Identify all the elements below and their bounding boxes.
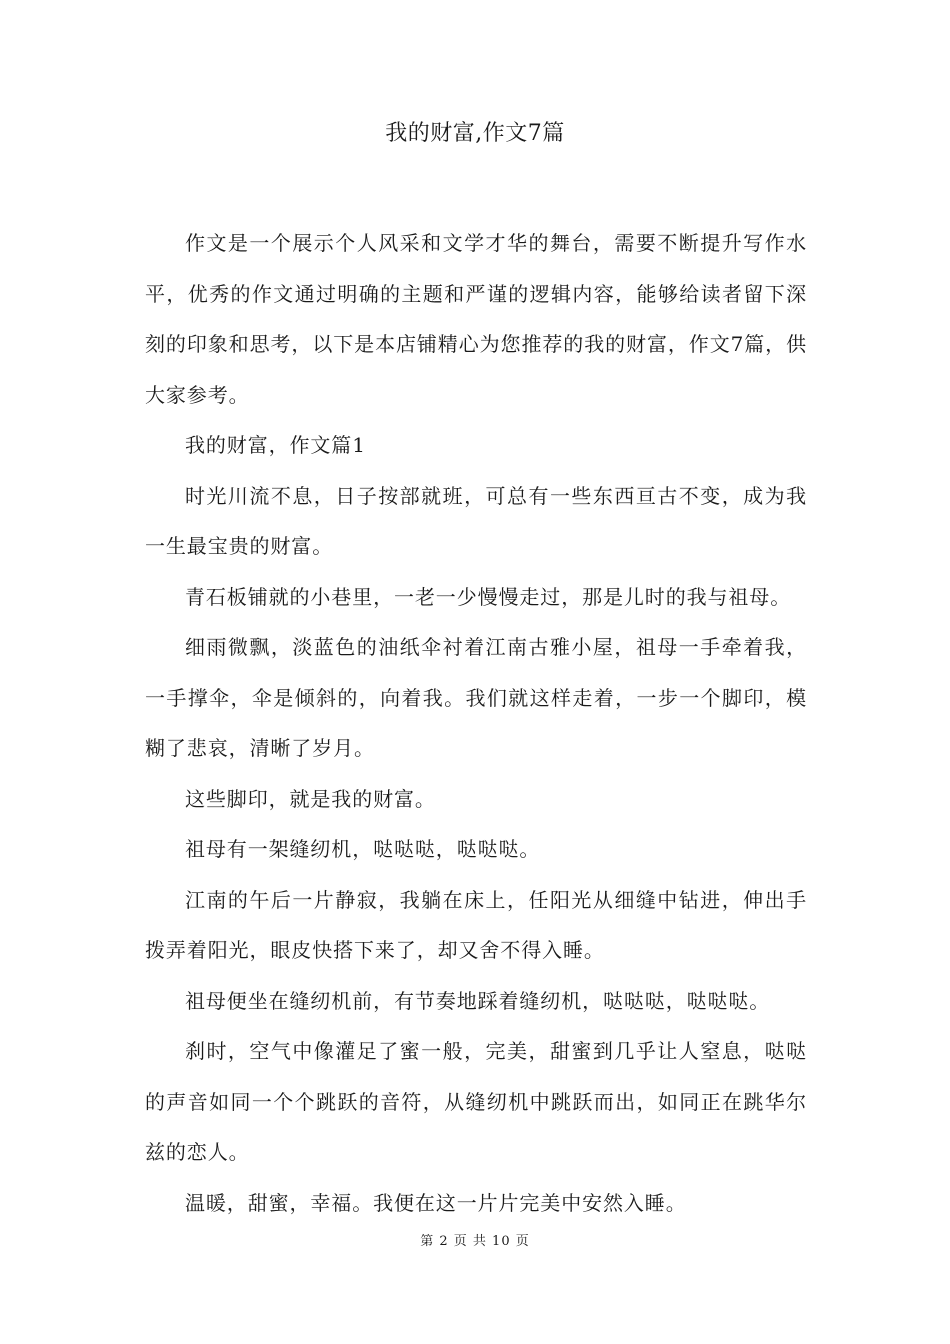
paragraph: 这些脚印，就是我的财富。: [185, 786, 436, 811]
page-number-footer: 第 2 页 共 10 页: [420, 1234, 530, 1249]
paragraph: 江南的午后一片静寂，我躺在床上，任阳光从细缝中钻进，伸出手拨弄着阳光，眼皮快搭下来了，却又舍不得入睡。: [145, 887, 807, 962]
document-title: 我的财富,作文7篇: [385, 121, 565, 146]
paragraph: 温暖，甜蜜，幸福。我便在这一片片完美中安然入睡。: [185, 1190, 687, 1215]
paragraph: 时光川流不息，日子按部就班，可总有一些东西亘古不变，成为我一生最宝贵的财富。: [145, 483, 807, 558]
paragraph: 青石板铺就的小巷里，一老一少慢慢走过，那是儿时的我与祖母。: [185, 584, 792, 609]
paragraph: 细雨微飘，淡蓝色的油纸伞衬着江南古雅小屋，祖母一手牵着我，一手撑伞，伞是倾斜的，向着我。我们就这样走着，一步一个脚印，模糊了悲哀，清晰了岁月。: [145, 635, 807, 760]
paragraph: 祖母有一架缝纫机，哒哒哒，哒哒哒。: [185, 837, 541, 861]
essay-heading: 我的财富，作文篇1: [185, 433, 366, 457]
paragraph: 祖母便坐在缝纫机前，有节奏地踩着缝纫机，哒哒哒，哒哒哒。: [185, 988, 771, 1013]
paragraph: 刹时，空气中像灌足了蜜一般，完美，甜蜜到几乎让人窒息，哒哒的声音如同一个个跳跃的音符，从缝纫机中跳跃而出，如同正在跳华尔兹的恋人。: [145, 1039, 807, 1164]
document-body: [145, 218, 807, 1228]
paragraph-intro: 作文是一个展示个人风采和文学才华的舞台，需要不断提升写作水平，优秀的作文通过明确的主题和严谨的逻辑内容，能够给读者留下深刻的印象和思考，以下是本店铺精心为您推荐的我的财富，作文7篇，供大家参考。: [145, 231, 807, 407]
